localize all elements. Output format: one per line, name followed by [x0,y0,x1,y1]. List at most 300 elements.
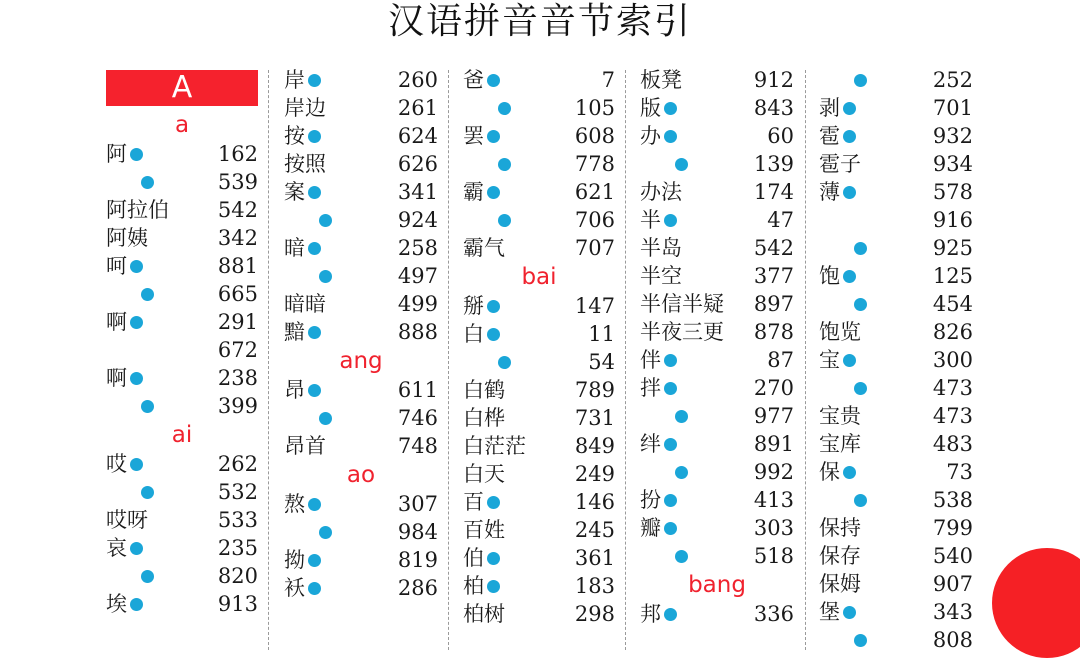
page-number: 300 [932,348,973,372]
page-number: 533 [217,508,258,532]
entry-word [106,506,148,534]
entry-word-text: 薄 [819,180,840,204]
syllable-heading: a [174,112,190,138]
entry-word [640,178,682,206]
entry-word [284,66,321,94]
page-number: 473 [932,376,973,400]
pinyin-audio-dot-icon[interactable] [130,148,143,161]
entry-word-text: 拗 [284,548,305,572]
index-entry [640,94,794,122]
index-entry [284,94,438,122]
syllable-heading: ao [346,462,376,488]
page-number: 252 [932,68,973,92]
index-entry [284,490,438,518]
entry-word-text: 扮 [640,488,661,512]
pinyin-audio-dot-icon[interactable] [319,270,332,283]
syllable-heading: ai [171,422,193,448]
entry-word [106,280,154,308]
pinyin-audio-dot-icon[interactable] [854,634,867,647]
pinyin-audio-dot-icon[interactable] [498,214,511,227]
pinyin-audio-dot-icon[interactable] [854,382,867,395]
entry-word [106,392,154,420]
index-entry [106,562,258,590]
entry-word-text: 哎 [106,452,127,476]
page-number: 518 [753,544,794,568]
entry-word [819,150,861,178]
index-entry [640,402,794,430]
entry-word [106,478,154,506]
entry-word-text: 保持 [819,516,861,540]
pinyin-audio-dot-icon[interactable] [319,412,332,425]
entry-word [284,518,332,546]
entry-word [463,206,511,234]
index-column-3 [463,66,615,650]
index-entry [463,320,615,348]
pinyin-audio-dot-icon[interactable] [498,102,511,115]
entry-word-text: 哎呀 [106,508,148,532]
entry-word [106,224,148,252]
page-number: 238 [217,366,258,390]
page-number: 808 [932,628,973,652]
entry-word [463,516,505,544]
index-entry [284,546,438,574]
index-column-5 [819,66,973,650]
page-number: 907 [932,572,973,596]
entry-word [463,600,505,628]
index-entry [819,542,973,570]
entry-word [463,122,500,150]
entry-word-text: 瓣 [640,516,661,540]
page-number: 984 [397,520,438,544]
index-entry [284,376,438,404]
page-number: 105 [574,96,615,120]
pinyin-audio-dot-icon[interactable] [319,214,332,227]
entry-word [284,206,332,234]
entry-word-text: 罢 [463,124,484,148]
index-entry [640,318,794,346]
index-entry [463,516,615,544]
entry-word [819,318,861,346]
pinyin-audio-dot-icon[interactable] [843,270,856,283]
entry-word [463,488,500,516]
page-number: 11 [588,322,615,346]
entry-word [463,404,505,432]
entry-word [106,364,143,392]
pinyin-audio-dot-icon[interactable] [487,130,500,143]
syllable-heading: ang [339,348,383,374]
entry-word-text: 半信半疑 [640,292,724,316]
page-number: 146 [574,490,615,514]
letter-banner: A [106,70,258,106]
pinyin-audio-dot-icon[interactable] [319,526,332,539]
entry-word-text: 袄 [284,576,305,600]
entry-word [284,404,332,432]
page-number: 611 [397,378,438,402]
page-number: 538 [932,488,973,512]
page-title: 汉语拼音音节索引 [387,1,692,42]
page-number: 925 [932,236,973,260]
pinyin-audio-dot-icon[interactable] [130,542,143,555]
pinyin-audio-dot-icon[interactable] [854,494,867,507]
pinyin-audio-dot-icon[interactable] [664,130,677,143]
index-column-4 [640,66,794,650]
page-number: 897 [753,292,794,316]
index-entry [284,122,438,150]
entry-word-text: 掰 [463,294,484,318]
index-entry [463,460,615,488]
pinyin-audio-dot-icon[interactable] [664,494,677,507]
page-number: 307 [397,492,438,516]
page-number: 342 [217,226,258,250]
page-number: 789 [574,378,615,402]
index-entry [640,178,794,206]
page-number: 270 [753,376,794,400]
entry-word [463,460,505,488]
entry-word-text: 半空 [640,264,682,288]
entry-word [819,402,861,430]
pinyin-audio-dot-icon[interactable] [141,400,154,413]
pinyin-audio-dot-icon[interactable] [308,242,321,255]
page-number: 888 [397,320,438,344]
page-number: 162 [217,142,258,166]
page-number: 235 [217,536,258,560]
pinyin-audio-dot-icon[interactable] [487,328,500,341]
entry-word [106,534,143,562]
pinyin-audio-dot-icon[interactable] [141,288,154,301]
page-number: 399 [217,394,258,418]
index-entry [106,280,258,308]
pinyin-audio-dot-icon[interactable] [141,176,154,189]
entry-word-text: 黯 [284,320,305,344]
page-number: 258 [397,236,438,260]
index-entry [106,450,258,478]
entry-word [819,122,856,150]
page-number: 624 [397,124,438,148]
page-number: 665 [217,282,258,306]
pinyin-audio-dot-icon[interactable] [675,158,688,171]
index-entry [640,206,794,234]
entry-word-text: 暗暗 [284,292,326,316]
entry-word [640,150,688,178]
pinyin-audio-dot-icon[interactable] [308,326,321,339]
page-number: 924 [397,208,438,232]
index-entry [819,318,973,346]
page-number: 361 [574,546,615,570]
index-entry [640,234,794,262]
pinyin-audio-dot-icon[interactable] [664,214,677,227]
entry-word-text: 百 [463,490,484,514]
page-number: 261 [397,96,438,120]
entry-word-text: 办 [640,124,661,148]
pinyin-audio-dot-icon[interactable] [130,260,143,273]
index-entry [463,432,615,460]
index-entry [819,206,973,234]
index-entry [819,122,973,150]
page-number: 881 [217,254,258,278]
column-divider [805,70,806,650]
entry-word [463,432,526,460]
entry-word-text: 白 [463,322,484,346]
index-entry [463,66,615,94]
index-entry [463,348,615,376]
page-number: 819 [397,548,438,572]
entry-word-text: 半岛 [640,236,682,260]
pinyin-audio-dot-icon[interactable] [308,498,321,511]
pinyin-audio-dot-icon[interactable] [308,554,321,567]
page-number: 291 [217,310,258,334]
entry-word-text: 阿 [106,142,127,166]
index-entry [463,600,615,628]
page-number: 245 [574,518,615,542]
entry-word [640,458,688,486]
entry-word-text: 埃 [106,592,127,616]
entry-word [284,150,326,178]
entry-word [106,252,143,280]
entry-word [640,122,677,150]
pinyin-audio-dot-icon[interactable] [498,356,511,369]
index-entry [640,600,794,628]
pinyin-audio-dot-icon[interactable] [664,608,677,621]
pinyin-audio-dot-icon[interactable] [308,582,321,595]
entry-word-text: 保存 [819,544,861,568]
entry-word [106,140,143,168]
entry-word [284,122,321,150]
entry-word [463,150,511,178]
entry-word-text: 半 [640,208,661,232]
pinyin-audio-dot-icon[interactable] [498,158,511,171]
pinyin-audio-dot-icon[interactable] [487,186,500,199]
pinyin-audio-dot-icon[interactable] [487,552,500,565]
entry-word [284,546,321,574]
pinyin-audio-dot-icon[interactable] [843,186,856,199]
page-number: 913 [217,592,258,616]
entry-word [284,574,321,602]
entry-word-text: 宝贵 [819,404,861,428]
page-number: 672 [217,338,258,362]
entry-word [819,514,861,542]
page-number: 539 [217,170,258,194]
pinyin-audio-dot-icon[interactable] [308,74,321,87]
page-number: 183 [574,574,615,598]
index-entry [106,364,258,392]
page-number: 748 [397,434,438,458]
entry-word [819,178,856,206]
entry-word [463,178,500,206]
entry-word [640,206,677,234]
entry-word [640,430,677,458]
pinyin-audio-dot-icon[interactable] [843,130,856,143]
entry-word-text: 伴 [640,348,661,372]
entry-word [640,94,677,122]
index-entry [284,404,438,432]
entry-word [284,234,321,262]
index-entry [463,94,615,122]
entry-word [640,318,724,346]
pinyin-audio-dot-icon[interactable] [487,496,500,509]
column-divider [625,70,626,650]
index-entry [284,234,438,262]
index-entry [819,430,973,458]
index-entry [640,514,794,542]
entry-word [284,376,321,404]
index-entry [106,196,258,224]
entry-word-text: 阿拉伯 [106,198,169,222]
entry-word-text: 伯 [463,546,484,570]
entry-word-text: 呵 [106,254,127,278]
entry-word-text: 昂 [284,378,305,402]
page-number: 262 [217,452,258,476]
pinyin-audio-dot-icon[interactable] [843,466,856,479]
page-number: 916 [932,208,973,232]
index-entry [284,178,438,206]
index-entry [819,458,973,486]
entry-word [819,234,867,262]
entry-word [819,486,867,514]
page-number: 932 [932,124,973,148]
index-entry [106,392,258,420]
entry-word-text: 饱 [819,264,840,288]
index-entry [463,234,615,262]
entry-word-text: 白鹤 [463,378,505,402]
page-number: 483 [932,432,973,456]
pinyin-audio-dot-icon[interactable] [854,74,867,87]
entry-word-text: 百姓 [463,518,505,542]
column-divider [268,70,269,650]
entry-word [640,290,724,318]
entry-word [640,262,682,290]
index-entry [463,544,615,572]
entry-word-text: 按 [284,124,305,148]
pinyin-audio-dot-icon[interactable] [141,486,154,499]
page-number: 343 [932,600,973,624]
index-entry [106,590,258,618]
syllable-heading: bang [688,572,746,598]
pinyin-audio-dot-icon[interactable] [308,384,321,397]
pinyin-audio-dot-icon[interactable] [675,550,688,563]
pinyin-audio-dot-icon[interactable] [141,570,154,583]
pinyin-audio-dot-icon[interactable] [130,598,143,611]
entry-word-text: 拌 [640,376,661,400]
pinyin-audio-dot-icon[interactable] [487,580,500,593]
index-entry [640,430,794,458]
entry-word [463,292,500,320]
page-number: 540 [932,544,973,568]
entry-word [819,290,867,318]
entry-word-text: 保姆 [819,572,861,596]
entry-word [284,290,326,318]
pinyin-audio-dot-icon[interactable] [487,74,500,87]
entry-word [640,600,677,628]
entry-word [819,346,856,374]
pinyin-audio-dot-icon[interactable] [130,458,143,471]
index-entry [463,404,615,432]
page-number: 826 [932,320,973,344]
pinyin-audio-dot-icon[interactable] [487,300,500,313]
index-entry [463,572,615,600]
page-number: 608 [574,124,615,148]
entry-word [463,348,511,376]
pinyin-audio-dot-icon[interactable] [843,606,856,619]
index-entry [819,570,973,598]
entry-word [463,376,505,404]
pinyin-audio-dot-icon[interactable] [843,102,856,115]
entry-word [284,490,321,518]
index-column-1 [106,66,258,650]
page-number: 341 [397,180,438,204]
entry-word [819,374,867,402]
entry-word [106,168,154,196]
page-number: 174 [753,180,794,204]
entry-word [463,320,500,348]
pinyin-audio-dot-icon[interactable] [854,298,867,311]
entry-word [284,262,332,290]
entry-word [106,308,143,336]
page-number: 499 [397,292,438,316]
page-number: 73 [946,460,973,484]
entry-word [640,234,682,262]
entry-word-text: 保 [819,460,840,484]
page-number: 60 [767,124,794,148]
entry-word-text: 哀 [106,536,127,560]
entry-word [640,374,677,402]
entry-word [284,432,326,460]
pinyin-audio-dot-icon[interactable] [664,102,677,115]
pinyin-audio-dot-icon[interactable] [675,410,688,423]
index-entry [819,66,973,94]
entry-word [284,178,321,206]
page-number: 147 [574,294,615,318]
page-number: 497 [397,264,438,288]
index-entry [284,318,438,346]
pinyin-audio-dot-icon[interactable] [130,316,143,329]
page-number: 977 [753,404,794,428]
index-entry [284,432,438,460]
pinyin-audio-dot-icon[interactable] [664,438,677,451]
entry-word-text: 白桦 [463,406,505,430]
page-number: 891 [753,432,794,456]
page-number: 992 [753,460,794,484]
index-entry [640,122,794,150]
page-number: 532 [217,480,258,504]
pinyin-audio-dot-icon[interactable] [664,382,677,395]
page-number: 286 [397,576,438,600]
pinyin-audio-dot-icon[interactable] [843,354,856,367]
index-entry [819,598,973,626]
page-number: 799 [932,516,973,540]
entry-word-text: 雹子 [819,152,861,176]
entry-word [819,542,861,570]
entry-word-text: 办法 [640,180,682,204]
pinyin-audio-dot-icon[interactable] [664,354,677,367]
entry-word-text: 熬 [284,492,305,516]
pinyin-audio-dot-icon[interactable] [308,186,321,199]
pinyin-audio-dot-icon[interactable] [130,372,143,385]
index-entry [819,290,973,318]
index-entry [819,486,973,514]
entry-word [106,196,169,224]
pinyin-audio-dot-icon[interactable] [664,522,677,535]
pinyin-audio-dot-icon[interactable] [854,242,867,255]
page-number: 878 [753,320,794,344]
index-entry [463,292,615,320]
entry-word-text: 版 [640,96,661,120]
pinyin-audio-dot-icon[interactable] [308,130,321,143]
pinyin-audio-dot-icon[interactable] [675,466,688,479]
index-entry [106,336,258,364]
index-entry [106,224,258,252]
page-number: 473 [932,404,973,428]
entry-word [640,402,688,430]
